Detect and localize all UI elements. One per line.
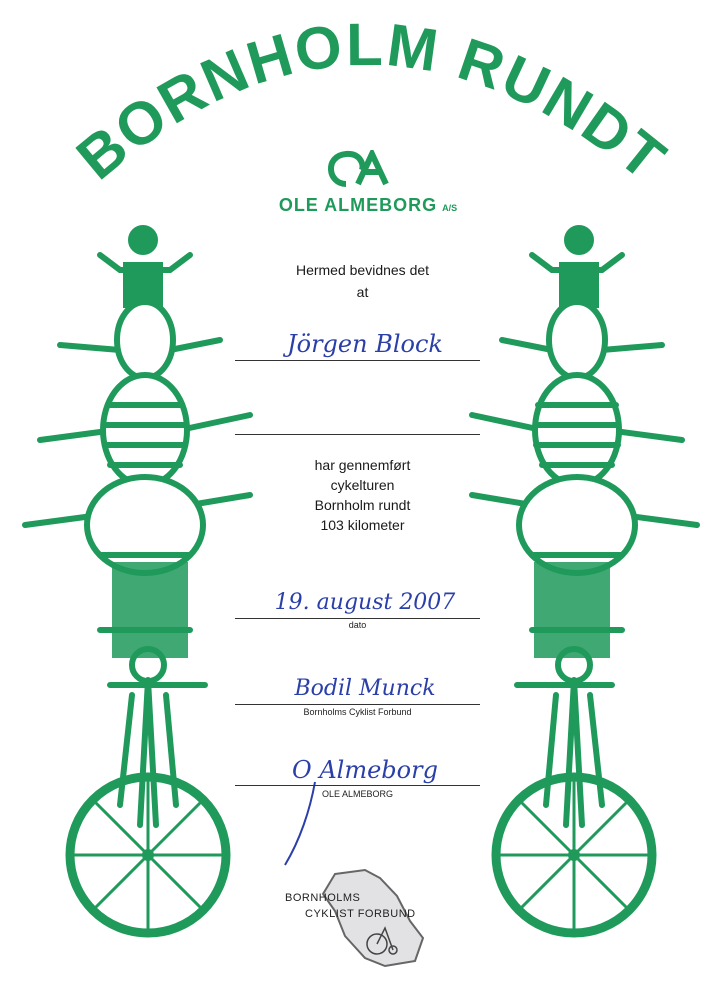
name-line-2 [235,434,480,435]
sponsor-logo [268,150,468,220]
left-unicycle-acrobats-illustration [20,225,260,950]
bcf-signature-label: Bornholms Cyklist Forbund [303,707,412,717]
right-unicycle-acrobats-illustration [462,225,702,950]
body-line-2: cykelturen [330,477,395,493]
body-line-3: Bornholm rundt [314,497,411,513]
title-arc [0,0,725,260]
sponsor-name: OLE ALMEBORG [278,195,438,215]
club-logo-line-1: BORNHOLMS [285,892,361,904]
name-line [235,360,480,361]
bcf-signature-line [235,704,480,705]
bcf-signature: Bodil Munck [294,676,436,701]
participant-name-handwriting: Jörgen Block [287,330,443,358]
date-label: dato [348,620,367,630]
intro-line-2: at [356,284,369,300]
almeborg-signature: O Almeborg [292,756,438,784]
intro-line-1: Hermed bevidnes det [295,262,430,278]
date-handwriting: 19. august 2007 [274,590,456,615]
certificate-title: BORNHOLM RUNDT [64,10,679,194]
oa-monogram-icon [268,150,468,188]
almeborg-signature-label: OLE ALMEBORG [321,789,394,799]
almeborg-signature-line [235,785,480,786]
date-line [235,618,480,619]
body-line-1: har gennemført [314,457,411,473]
sponsor-suffix: A/S [442,203,458,213]
club-logo [285,866,435,976]
body-line-4: 103 kilometer [320,517,405,533]
club-logo-line-2: CYKLIST FORBUND [305,908,416,920]
